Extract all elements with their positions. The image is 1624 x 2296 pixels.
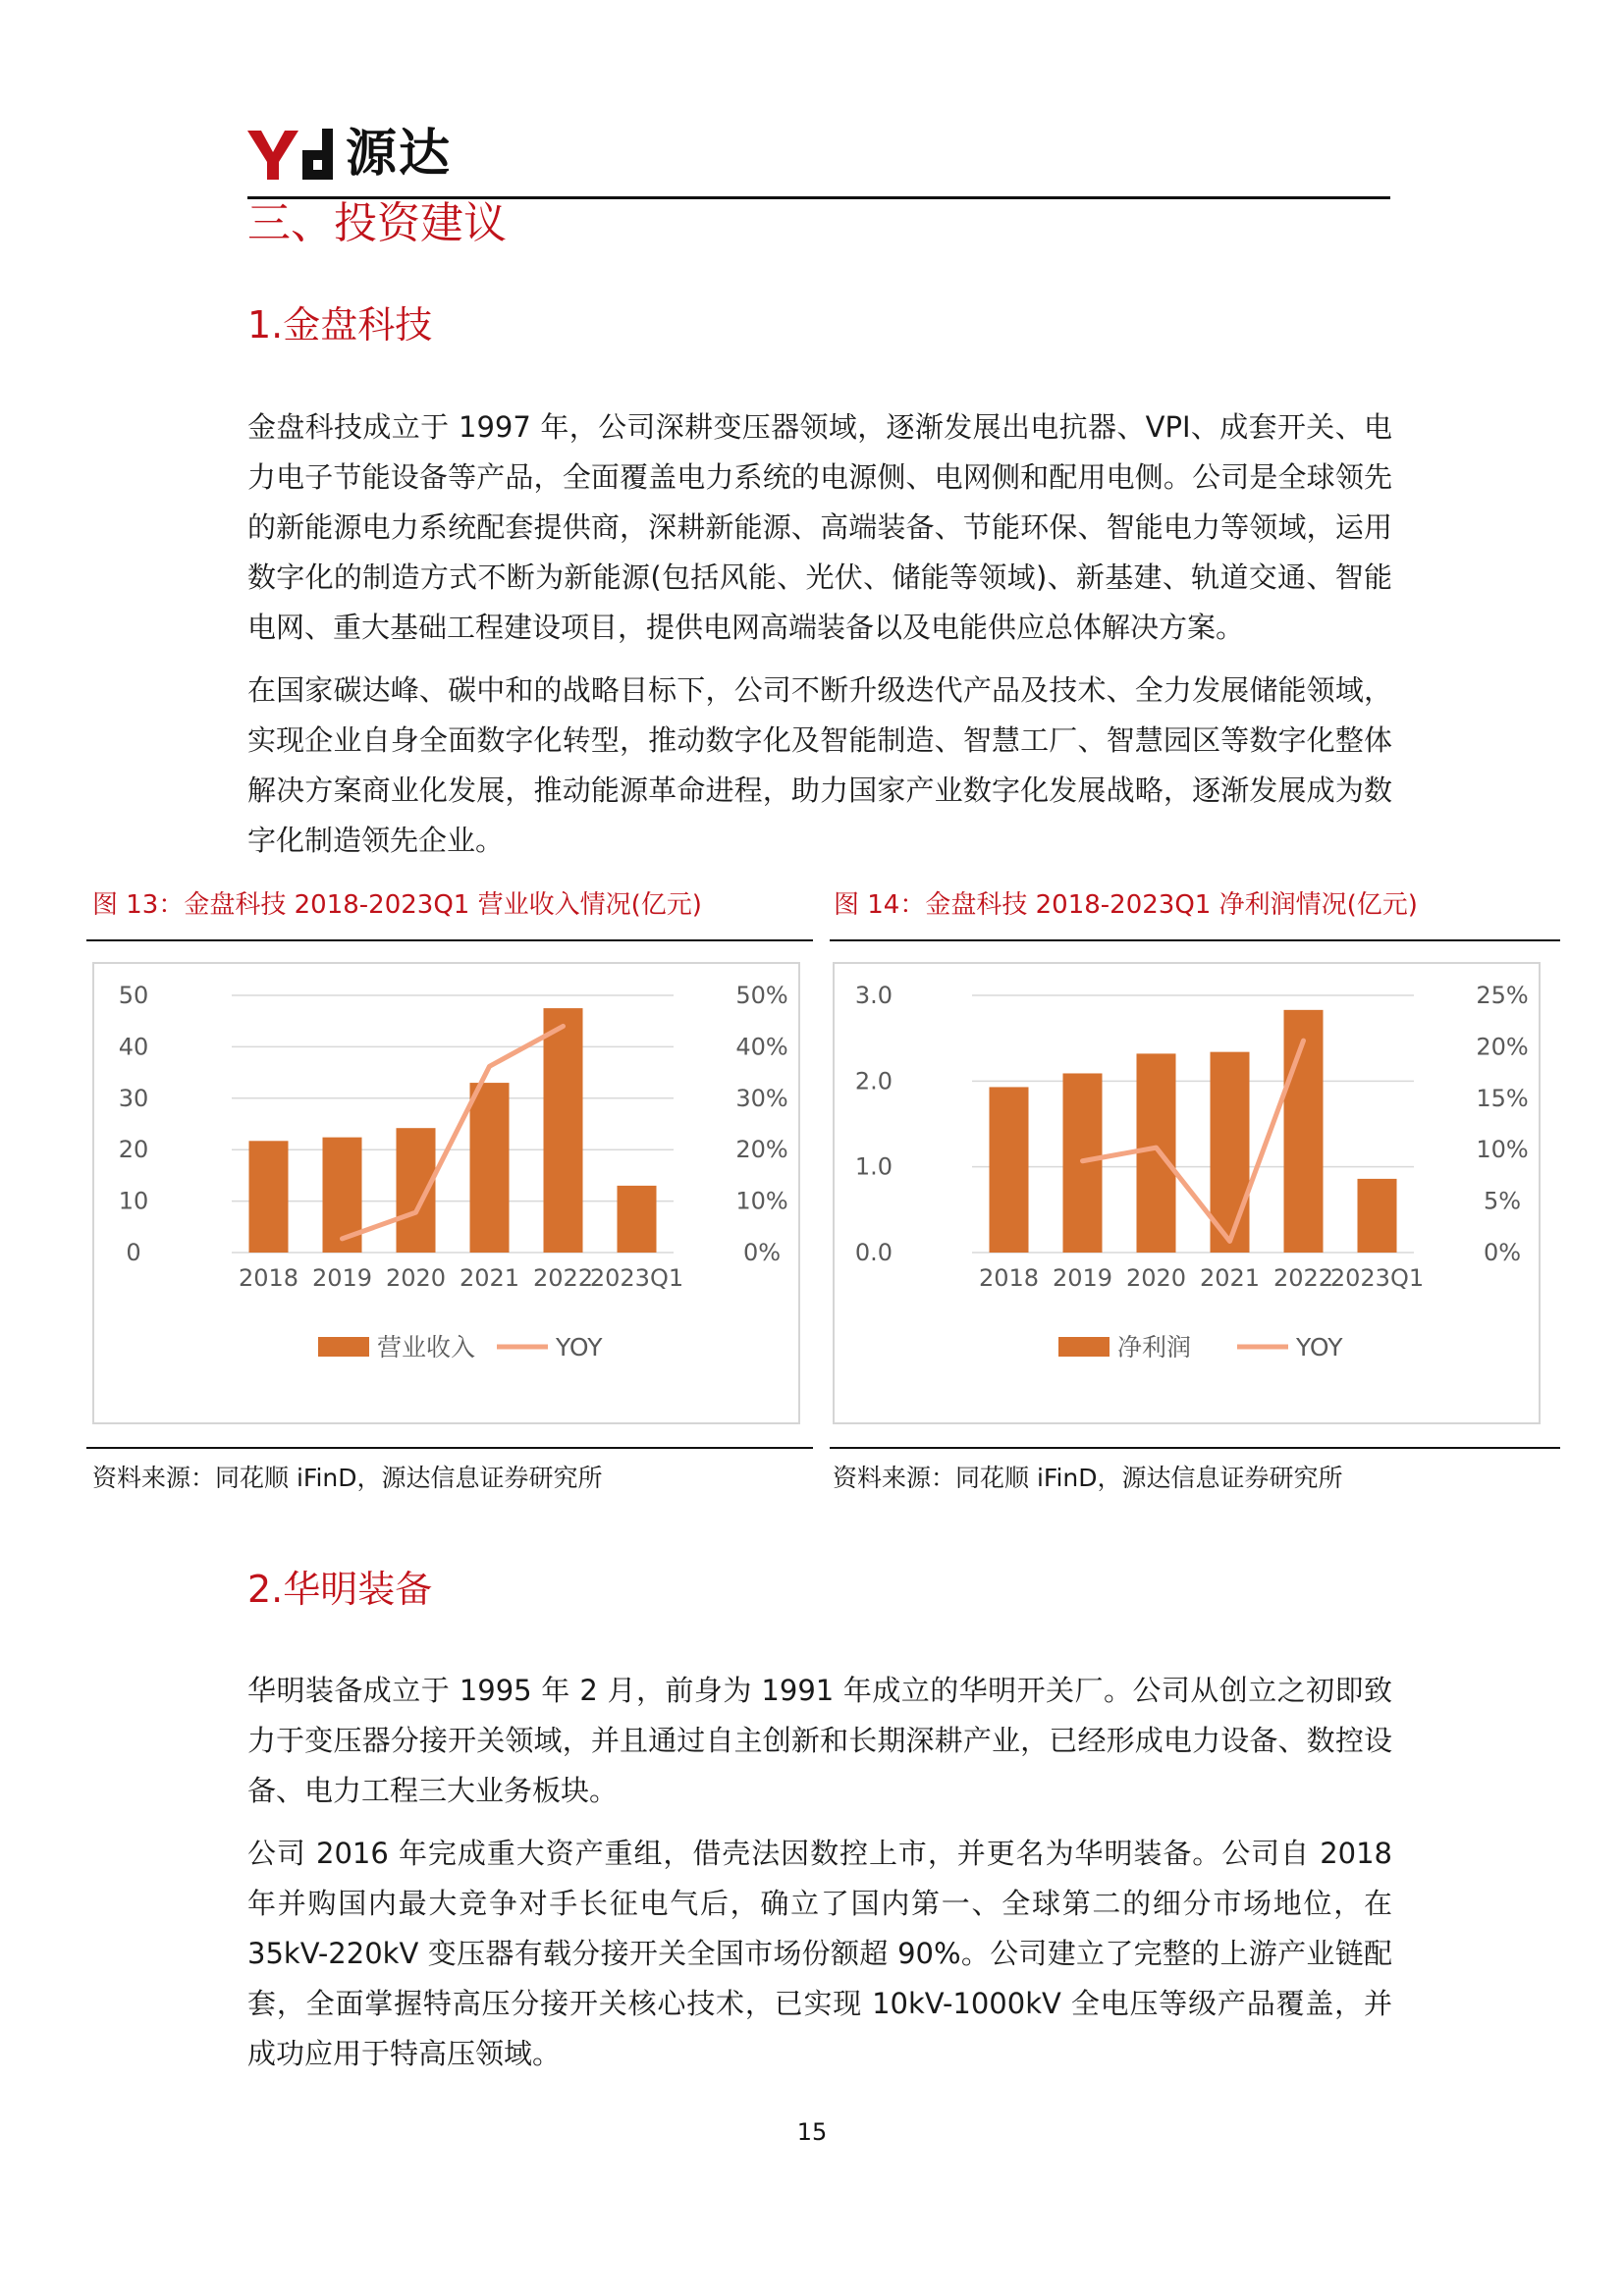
figure-14-bottom-rule xyxy=(830,1447,1560,1449)
x-axis-tick-label: 2022 xyxy=(1272,1264,1334,1292)
company2-title: 2.华明装备 xyxy=(247,1568,433,1611)
bar-2021 xyxy=(470,1083,510,1253)
yoy-point-2020 xyxy=(415,1212,416,1213)
x-axis-tick-label: 2019 xyxy=(311,1264,373,1292)
right-axis-tick-label: 15% xyxy=(1476,1084,1529,1112)
company2-paragraph-2: 公司 2016 年完成重大资产重组，借壳法因数控上市，并更名为华明装备。公司自 2018 年并购国内最大竞争对手长征电气后，确立了国内第一、全球第二的细分市场地位，在 35kV-220kV 变压器有载分接开关全国市场份额超 90%。公司建立了完整的上游产业链配套，全面掌握特高压分接开关核心技术，已实现 10kV-1000kV 全电压等级产品覆盖，并成功应用于特高压领域。 xyxy=(247,1837,1392,2070)
figure-14-chart xyxy=(833,962,1541,1424)
x-axis-tick-label: 2023Q1 xyxy=(1329,1264,1425,1292)
legend-line-label: YOY xyxy=(1296,1333,1343,1362)
figure-13-bottom-rule xyxy=(86,1447,813,1449)
logo-name: 源达 xyxy=(346,125,453,184)
right-axis-tick-label: 10% xyxy=(735,1187,788,1215)
left-axis-tick-label: 1.0 xyxy=(854,1152,893,1181)
yoy-point-2021 xyxy=(489,1066,490,1067)
company1-title: 1.金盘科技 xyxy=(247,303,433,347)
legend-bar-label: 净利润 xyxy=(1117,1333,1192,1362)
left-axis-tick-label: 0 xyxy=(126,1239,141,1266)
left-axis-tick-label: 20 xyxy=(118,1136,149,1164)
company-logo xyxy=(247,124,452,185)
yoy-point-2019 xyxy=(1082,1160,1083,1161)
right-axis-tick-label: 20% xyxy=(735,1136,788,1164)
x-axis-tick-label: 2023Q1 xyxy=(589,1264,684,1292)
x-axis-tick-label: 2021 xyxy=(459,1264,520,1292)
company2-paragraph-1: 华明装备成立于 1995 年 2 月，前身为 1991 年成立的华明开关厂。公司从创立之初即致力于变压器分接开关领域，并且通过自主创新和长期深耕产业，已经形成电力设备、数控设备、电力工程三大业务板块。 xyxy=(247,1674,1392,1807)
figure-13-top-rule xyxy=(86,939,813,941)
legend-bar-swatch xyxy=(1058,1337,1110,1357)
x-axis-tick-label: 2021 xyxy=(1199,1264,1261,1292)
net-profit-chart-svg xyxy=(835,964,1543,1426)
yoy-point-2022 xyxy=(563,1026,564,1027)
left-axis-tick-label: 3.0 xyxy=(854,982,893,1009)
figure-13-chart xyxy=(92,962,800,1424)
left-axis-tick-label: 0.0 xyxy=(854,1239,893,1266)
left-axis-tick-label: 30 xyxy=(118,1084,149,1112)
figure-14-source: 资料来源：同花顺 iFinD，源达信息证券研究所 xyxy=(833,1464,1343,1492)
right-axis-tick-label: 20% xyxy=(1476,1033,1529,1061)
bar-2020 xyxy=(1137,1053,1176,1253)
yoy-line xyxy=(1083,1041,1304,1241)
section-title: 三、投资建议 xyxy=(247,198,507,248)
figure-13-source: 资料来源：同花顺 iFinD，源达信息证券研究所 xyxy=(92,1464,603,1492)
x-axis-tick-label: 2018 xyxy=(238,1264,299,1292)
logo-mark-icon xyxy=(247,127,338,182)
bar-2023Q1 xyxy=(1358,1179,1397,1253)
right-axis-tick-label: 50% xyxy=(735,982,788,1009)
right-axis-tick-label: 30% xyxy=(735,1084,788,1112)
yoy-line xyxy=(343,1026,564,1238)
legend-bar-swatch xyxy=(318,1337,369,1357)
x-axis-tick-label: 2020 xyxy=(385,1264,447,1292)
legend-line-label: YOY xyxy=(556,1333,603,1362)
page-number: 15 xyxy=(796,2118,828,2146)
revenue-chart-svg xyxy=(94,964,802,1426)
right-axis-tick-label: 40% xyxy=(735,1033,788,1061)
left-axis-tick-label: 10 xyxy=(118,1187,149,1215)
bar-2018 xyxy=(990,1087,1029,1253)
right-axis-tick-label: 5% xyxy=(1483,1187,1522,1215)
left-axis-tick-label: 40 xyxy=(118,1033,149,1061)
x-axis-tick-label: 2019 xyxy=(1052,1264,1113,1292)
company1-paragraph-2: 在国家碳达峰、碳中和的战略目标下，公司不断升级迭代产品及技术、全力发展储能领域，实现企业自身全面数字化转型，推动数字化及智能制造、智慧工厂、智慧园区等数字化整体解决方案商业化发展，推动能源革命进程，助力国家产业数字化发展战略，逐渐发展成为数字化制造领先企业。 xyxy=(247,673,1392,857)
left-axis-tick-label: 2.0 xyxy=(854,1067,893,1095)
figure-13-caption: 图 13：金盘科技 2018-2023Q1 营业收入情况(亿元) xyxy=(92,890,702,920)
x-axis-tick-label: 2020 xyxy=(1125,1264,1187,1292)
right-axis-tick-label: 10% xyxy=(1476,1136,1529,1164)
bar-2018 xyxy=(249,1141,289,1253)
x-axis-tick-label: 2022 xyxy=(532,1264,594,1292)
yoy-point-2021 xyxy=(1229,1241,1230,1242)
bar-2022 xyxy=(544,1008,583,1253)
right-axis-tick-label: 0% xyxy=(742,1239,782,1266)
company1-paragraph-1: 金盘科技成立于 1997 年，公司深耕变压器领域，逐渐发展出电抗器、VPI、成套开关、电力电子节能设备等产品，全面覆盖电力系统的电源侧、电网侧和配用电侧。公司是全球领先的新能源电力系统配套提供商，深耕新能源、高端装备、节能环保、智能电力等领域，运用数字化的制造方式不断为新能源(包括风能、光伏、储能等领域)、新基建、轨道交通、智能电网、重大基础工程建设项目，提供电网高端装备以及电能供应总体解决方案。 xyxy=(247,410,1392,644)
figure-14-top-rule xyxy=(830,939,1560,941)
legend-bar-label: 营业收入 xyxy=(377,1333,476,1362)
figure-14-caption: 图 14：金盘科技 2018-2023Q1 净利润情况(亿元) xyxy=(834,890,1418,920)
left-axis-tick-label: 50 xyxy=(118,982,149,1009)
right-axis-tick-label: 0% xyxy=(1483,1239,1522,1266)
yoy-point-2019 xyxy=(342,1238,343,1239)
right-axis-tick-label: 25% xyxy=(1476,982,1529,1009)
bar-2023Q1 xyxy=(618,1186,657,1253)
x-axis-tick-label: 2018 xyxy=(978,1264,1040,1292)
